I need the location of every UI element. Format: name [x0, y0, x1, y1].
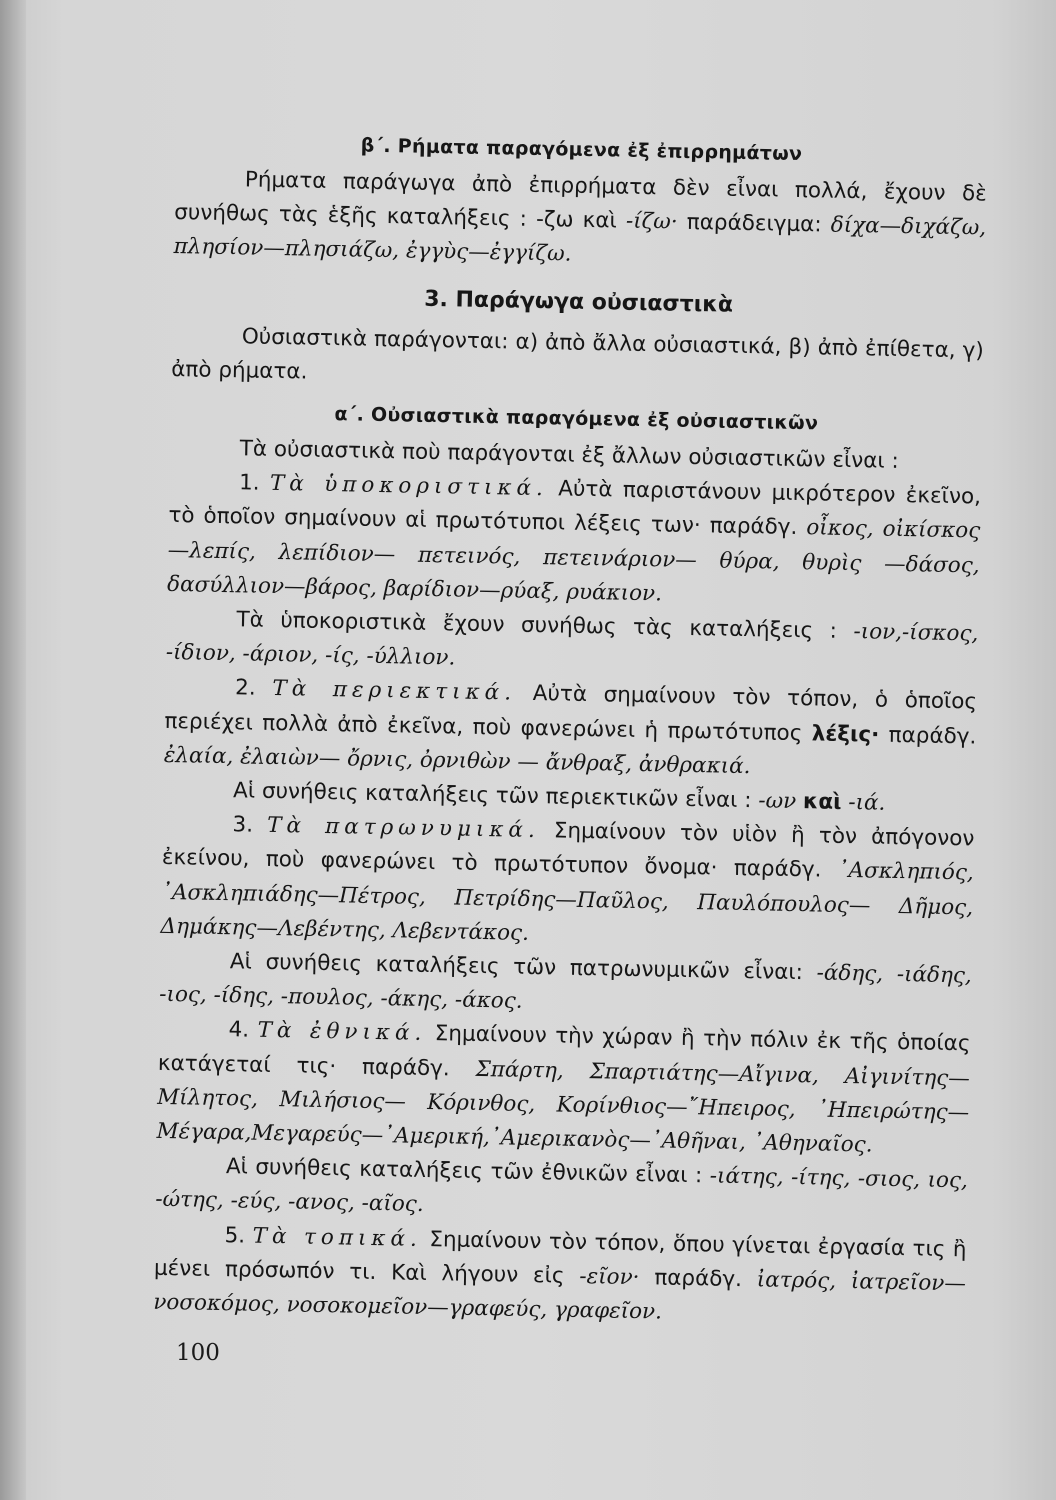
patronymics-paragraph	[160, 807, 974, 959]
section-a-heading: α΄. Οὐσιαστικὰ παραγόμενα ἐξ οὐσιαστικῶν	[334, 403, 819, 435]
section-3-paragraph: Οὐσιαστικὰ παράγονται: α) ἀπὸ ἄλλα οὐσιαστικά, β) ἀπὸ ἐπίθετα, γ) ἀπὸ ρήματα.	[171, 323, 984, 385]
patronymics-number: 3.	[232, 812, 254, 838]
collectives-paragraph	[164, 670, 978, 788]
locatives-label: Τὰ τοπικά.	[252, 1223, 423, 1252]
collectives-text: Αὐτὰ σημαίνουν τὸν τόπον, ὁ ὁποῖος περιέχει πολλὰ ἀπὸ ἐκεῖνα, ποὺ φανερώνει ἡ πρωτότυπος	[164, 681, 978, 746]
ethnics-label: Τὰ ἐθνικά.	[257, 1018, 427, 1047]
section-b-ending: -ίζω·	[625, 208, 678, 235]
collectives-endings-2: -ιά.	[848, 790, 886, 816]
diminutives-examples: οἶκος, οἰκίσκος—λεπίς, λεπίδιον— πετεινός, πετεινάριον— θύρα, θυρὶς —δάσος, δασύλλιον—βάρος, βαρίδιον—ρύαξ, ρυάκιον.	[166, 515, 981, 607]
diminutives-endings: -ιον,-ίσκος, -ίδιον, -άριον, -ίς, -ύλλιον.	[165, 619, 979, 671]
collectives-endings: -ων	[758, 788, 797, 815]
ethnics-endings: -ιάτης, -ίτης, -σιος, ιος, -ώτης, -εύς, -ανος, -αῖος.	[155, 1163, 969, 1218]
collectives-label: Τὰ περιεκτικά.	[272, 676, 517, 707]
collectives-example-label: παράδγ.	[888, 722, 977, 750]
section-b-examples: δίχα—διχάζω, πλησίον—πλησιάζω, ἐγγὺς—ἐγγίζω.	[173, 212, 987, 268]
collectives-examples: ἐλαία, ἐλαιὼν— ὄρνις, ὀρνιθὼν — ἄνθραξ, ἀνθρακιά.	[163, 742, 751, 779]
locatives-text: Σημαίνουν τὸν τόπον, ὅπου γίνεται ἐργασία τις ἢ μένει πρόσωπόν τι. Καὶ λήγουν εἰς	[153, 1226, 967, 1289]
ethnics-endings-text: Αἱ συνήθεις καταλήξεις τῶν ἐθνικῶν εἶναι :	[225, 1154, 703, 1189]
diminutives-endings-text: Τὰ ὑποκοριστικὰ ἔχουν συνήθως τὰς καταλήξεις :	[236, 607, 838, 644]
patronymics-text: Σημαίνουν τὸν υἱὸν ἢ τὸν ἀπόγονον ἐκείνου, ποὺ φανερώνει τὸ πρωτότυπον ὄνομα· παράδγ.	[161, 818, 975, 883]
patronymics-endings-text: Αἱ συνήθεις καταλήξεις τῶν πατρωνυμικῶν εἶναι:	[229, 949, 804, 986]
collectives-bold-word: λέξις·	[811, 720, 880, 748]
patronymics-label: Τὰ πατρωνυμικά.	[266, 813, 541, 844]
diminutives-label: Τὰ ὑποκοριστικά.	[269, 471, 549, 502]
diminutives-number: 1.	[238, 470, 260, 496]
collectives-endings-text: Αἱ συνήθεις καταλήξεις τῶν περιεκτικῶν εἶναι :	[232, 778, 752, 814]
locatives-number: 5.	[224, 1222, 246, 1249]
section-3-heading: 3. Παράγωγα οὐσιαστικὰ	[423, 286, 734, 318]
locatives-examples: ἰατρός, ἰατρεῖον—νοσοκόμος, νοσοκομεῖον—γραφεύς, γραφεῖον.	[153, 1267, 967, 1325]
locatives-example-label: παράδγ.	[654, 1265, 743, 1292]
section-b-text: Ρήματα παράγωγα ἀπὸ ἐπιρρήματα δὲν εἶναι πολλά, ἔχουν δὲ συνήθως τὰς ἑξῆς καταλήξεις : -ζω καὶ	[174, 167, 988, 234]
page-content	[153, 122, 988, 1336]
page-number: 100	[176, 1340, 220, 1366]
ethnics-text: Σημαίνουν τὴν χώραν ἢ τὴν πόλιν ἐκ τῆς ὁποίας κατάγεταί τις· παράδγ.	[157, 1021, 971, 1082]
section-b-paragraph	[173, 162, 987, 280]
diminutives-text: Αὐτὰ παριστάνουν μικρότερον ἐκεῖνο, τὸ ὁποῖον σημαίνουν αἱ πρωτότυποι λέξεις των· παράδγ.	[168, 476, 982, 541]
locatives-ending: -εῖον·	[579, 1263, 640, 1290]
collectives-number: 2.	[234, 675, 256, 702]
diminutives-paragraph	[167, 465, 981, 617]
collectives-and-word: καὶ	[802, 789, 842, 815]
ethnics-number: 4.	[228, 1017, 250, 1044]
section-a-intro: Τὰ οὐσιαστικὰ ποὺ παράγονται ἐξ ἄλλων οὐσιαστικῶν εἶναι :	[239, 436, 899, 474]
section-b-example-label: παράδειγμα:	[686, 210, 822, 238]
patronymics-examples: ᾿Ασκληπιός, ᾿Ασκληπιάδης—Πέτρος, Πετρίδης—Παῦλος, Παυλόπουλος— Δῆμος, Δημάκης—Λεβέντης, Λεβεντάκος.	[160, 858, 974, 946]
ethnics-paragraph	[156, 1012, 970, 1164]
ethnics-examples: Σπάρτη, Σπαρτιάτης—Αἴγινα, Αἰγινίτης—Μίλητος, Μιλήσιος— Κόρινθος, Κορίνθιος—῎Ηπειρος, ᾿Ηπειρώτης—Μέγαρα,Μεγαρεύς—᾿Αμερική,᾿Αμερικανὸς—᾿Αθῆναι, ᾿Αθηναῖος.	[156, 1056, 971, 1158]
section-b-heading: β΄. Ρήματα παραγόμενα ἐξ ἐπιρρημάτων	[360, 134, 803, 166]
patronymics-endings: -άδης, -ιάδης, -ιος, -ίδης, -πουλος, -άκης, -άκος.	[159, 960, 972, 1015]
locatives-paragraph	[153, 1217, 967, 1335]
